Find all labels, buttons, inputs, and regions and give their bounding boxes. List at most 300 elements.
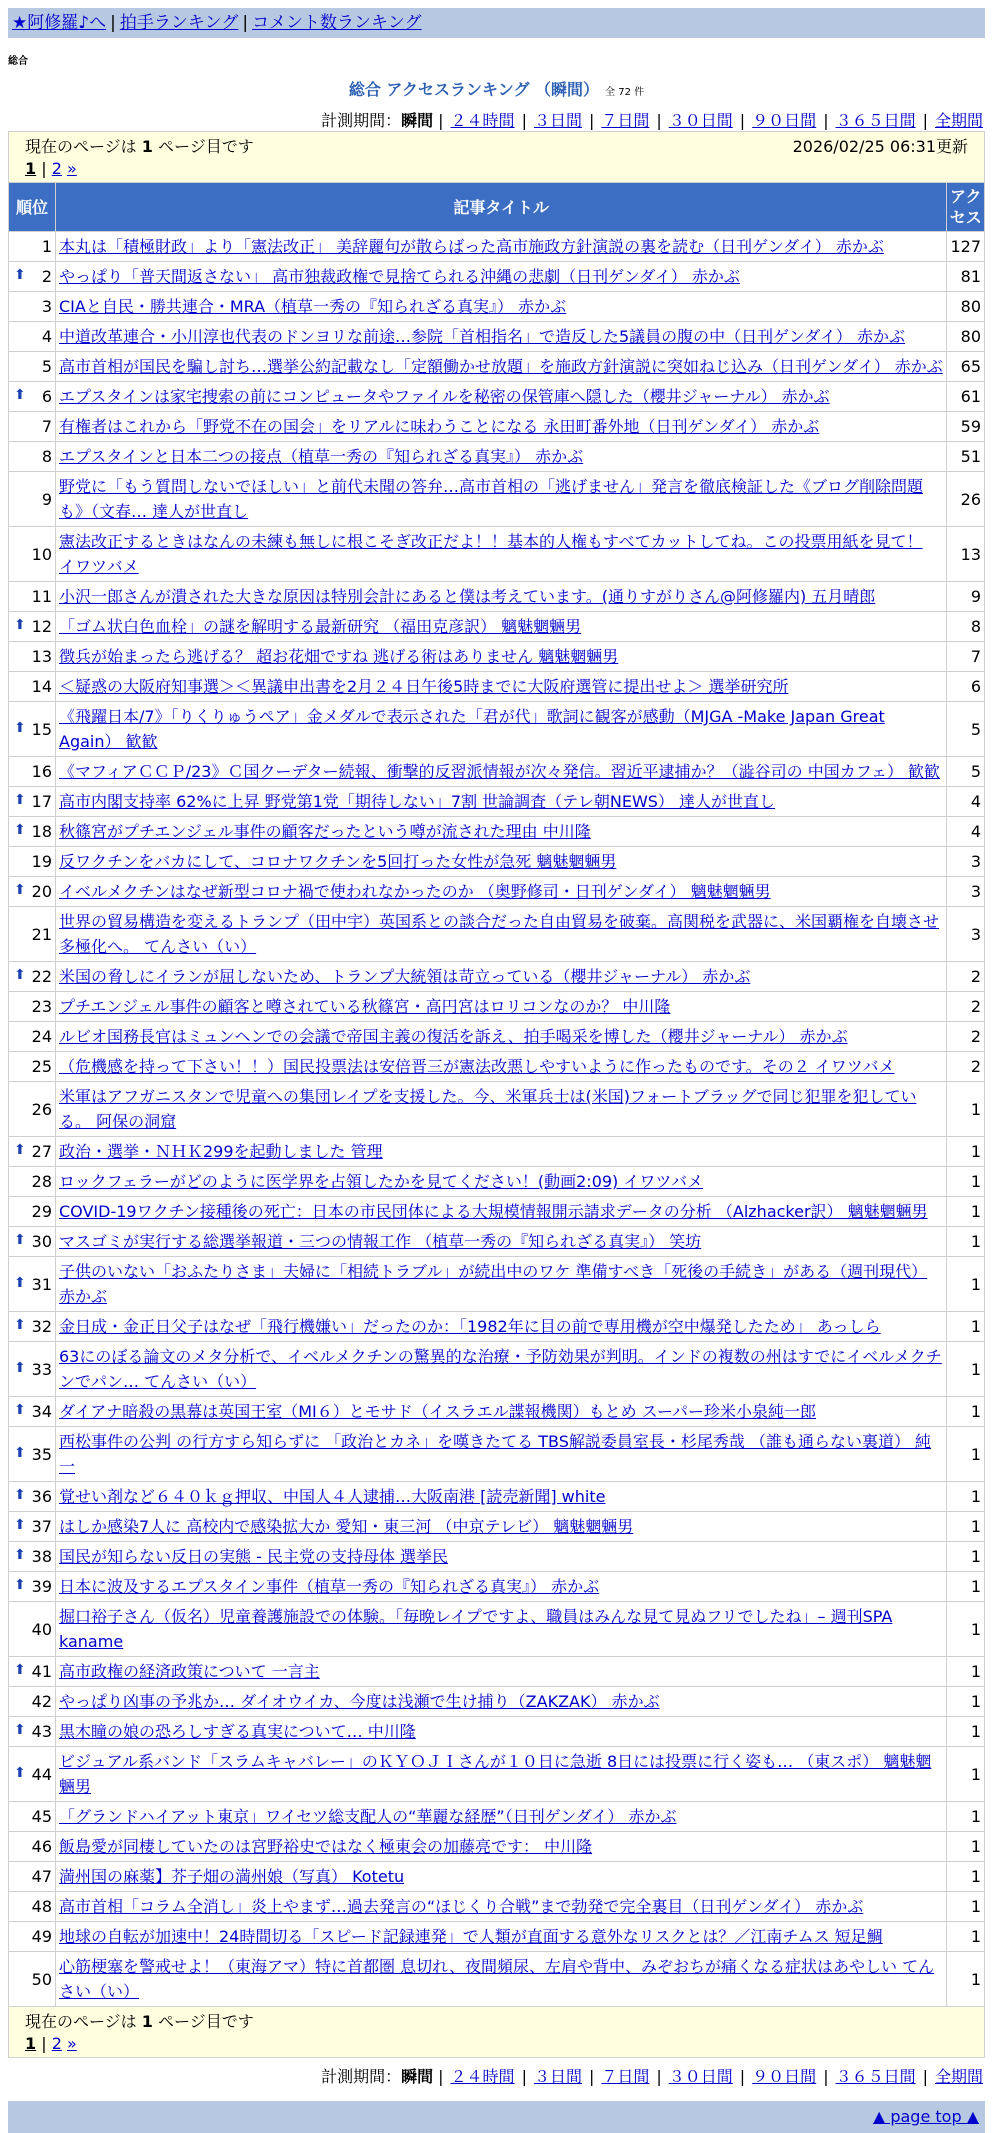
rank-number: 1 [41, 237, 52, 256]
title-cell [56, 612, 946, 641]
article-title-link[interactable]: やっぱり凶事の予兆か… ダイオウイカ、今度は浅瀬で生け捕り（ZAKZAK） 赤かぶ [59, 1692, 660, 1711]
article-title-link[interactable]: 子供のいない「おふたりさま」夫婦に「相続トラブル」が続出中のワケ 準備すべき「死後の手続き」がある（週刊現代） 赤かぶ [59, 1262, 928, 1306]
title-cell [56, 1397, 946, 1426]
table-row [9, 1832, 984, 1861]
period-label: 計測期間： [321, 111, 402, 130]
access-count: 1 [947, 1512, 984, 1541]
rank-cell [9, 962, 55, 991]
article-title-link[interactable]: 国民が知らない反日の実態 - 民主党の支持母体 選挙民 [59, 1547, 449, 1566]
ranking-title [0, 77, 993, 100]
title-cell [56, 1427, 946, 1481]
period-link[interactable]: ２４時間 [450, 2067, 515, 2086]
access-count: 4 [947, 817, 984, 846]
rank-cell [9, 292, 55, 321]
pager-page-1: 1 [25, 2034, 37, 2053]
rank-cell [9, 1657, 55, 1686]
updated-time: 2026/02/25 06:31更新 [792, 137, 968, 156]
access-count: 9 [947, 582, 984, 611]
rank-number: 43 [31, 1722, 52, 1741]
access-count: 2 [947, 962, 984, 991]
article-title-link[interactable]: 《マフィアＣＣＰ/23》Ｃ国クーデター続報、衝撃的反習派情報が次々発信。習近平逮捕か？（澁谷司の 中国カフェ） 歓歓 [59, 762, 941, 781]
title-cell [56, 907, 946, 961]
rank-cell [9, 412, 55, 441]
period-link[interactable]: ９０日間 [752, 2067, 817, 2086]
table-row [9, 1892, 984, 1921]
rank-up-arrow-icon: ⬆ [14, 617, 26, 633]
access-count: 1 [947, 1572, 984, 1601]
pager-bottom: 1 | 2 » [25, 2034, 77, 2053]
access-count: 1 [947, 1137, 984, 1166]
rank-number: 17 [31, 792, 52, 811]
article-title-link[interactable]: 政治・選挙・ＮＨＫ299を起動しました 管理 [59, 1142, 383, 1161]
rank-number: 12 [31, 617, 52, 636]
period-link[interactable]: ９０日間 [752, 111, 817, 130]
article-title-link[interactable]: COVID-19ワクチン接種後の死亡：日本の市民団体による大規模情報開示請求データの分析 （Alzhacker訳） 魑魅魍魎男 [59, 1202, 928, 1221]
table-row [9, 992, 984, 1021]
table-row [9, 472, 984, 526]
access-count: 4 [947, 787, 984, 816]
rank-number: 29 [31, 1202, 52, 1221]
rank-number: 46 [31, 1837, 52, 1856]
article-title-link[interactable]: 高市首相「コラム全消し」炎上やまず…過去発言の“ほじくり合戦”まで勃発で完全裏目（日刊ゲンダイ） 赤かぶ [59, 1897, 864, 1916]
table-row [9, 232, 984, 261]
current-page-text-bottom: 現在のページは 1 ページ目です [25, 2012, 254, 2031]
table-row [9, 1602, 984, 1656]
access-count: 65 [947, 352, 984, 381]
article-title-link[interactable]: エプスタインは家宅捜索の前にコンピュータやファイルを秘密の保管庫へ隠した（櫻井ジャーナル） 赤かぶ [59, 387, 830, 406]
period-link[interactable]: ３０日間 [668, 111, 733, 130]
title-cell [56, 527, 946, 581]
article-title-link[interactable]: 高市首相が国民を騙し討ち…選挙公約記載なし「定額働かせ放題」を施政方針演説に突如ねじ込み（日刊ゲンダイ） 赤かぶ [59, 357, 943, 376]
article-title-link[interactable]: 「ゴム状白色血栓」の謎を解明する最新研究 （福田克彦訳） 魑魅魍魎男 [59, 617, 582, 636]
rank-number: 21 [31, 924, 52, 944]
table-row [9, 962, 984, 991]
table-row [9, 1657, 984, 1686]
pager-next[interactable]: » [66, 2034, 77, 2053]
top-navigation: ★阿修羅♪へ | 拍手ランキング | コメント数ランキング [8, 8, 985, 38]
access-count: 80 [947, 292, 984, 321]
period-selector-top: 計測期間：瞬間 | ２４時間 | ３日間 | ７日間 | ３０日間 | ９０日間 | ３６５日間 | 全期間 [321, 111, 983, 130]
rank-number: 7 [41, 417, 52, 436]
article-title-link[interactable]: 高市内閣支持率 62%に上昇 野党第1党「期待しない」7割 世論調査（テレ朝NEWS） 達人が世直し [59, 792, 776, 811]
title-cell [56, 787, 946, 816]
article-title-link[interactable]: エプスタインと日本二つの接点（植草一秀の『知られざる真実』） 赤かぶ [59, 447, 584, 466]
access-count: 1 [947, 1312, 984, 1341]
access-count: 1 [947, 1922, 984, 1951]
rank-up-arrow-icon: ⬆ [14, 882, 26, 898]
article-title-link[interactable]: 63にのぼる論文のメタ分析で、イベルメクチンの驚異的な治療・予防効果が判明。インドの複数の州はすでにイベルメクチンでパン… てんさい（い） [59, 1347, 942, 1391]
rank-number: 37 [31, 1517, 52, 1536]
title-cell [56, 1717, 946, 1746]
title-cell [56, 672, 946, 701]
article-title-link[interactable]: 地球の自転が加速中！24時間切る「スピード記録連発」で人類が直面する意外なリスクとは？／江南チムス 短足鯛 [59, 1927, 883, 1946]
period-link[interactable]: 全期間 [934, 111, 983, 130]
rank-up-arrow-icon: ⬆ [14, 1402, 26, 1418]
rank-cell [9, 322, 55, 351]
article-title-link[interactable]: 満州国の麻薬】芥子畑の満州娘（写真） Kotetu [59, 1867, 405, 1886]
title-cell [56, 1832, 946, 1861]
pager-next[interactable]: » [66, 159, 77, 178]
rank-cell [9, 1892, 55, 1921]
rank-cell [9, 1312, 55, 1341]
access-count: 1 [947, 1657, 984, 1686]
rank-number: 48 [31, 1897, 52, 1916]
article-title-link[interactable]: 反ワクチンをバカにして、コロナワクチンを5回打った女性が急死 魑魅魍魎男 [59, 852, 617, 871]
access-count: 1 [947, 1862, 984, 1891]
home-link[interactable]: ★阿修羅♪へ [12, 13, 107, 33]
category-label: 総合 [8, 56, 28, 67]
title-cell [56, 1952, 946, 2006]
rank-cell [9, 1397, 55, 1426]
access-count: 26 [947, 472, 984, 526]
access-count: 2 [947, 992, 984, 1021]
rank-number: 20 [31, 882, 52, 901]
title-cell [56, 1482, 946, 1511]
page-info-bottom [9, 2007, 984, 2057]
applause-ranking-link[interactable]: 拍手ランキング [119, 13, 239, 33]
article-title-link[interactable]: ダイアナ暗殺の黒幕は英国王室（MI６）とモサド（イスラエル諜報機関）もとめ スーパー珍米小泉純一郎 [59, 1402, 817, 1421]
access-count: 2 [947, 1022, 984, 1051]
article-title-link[interactable]: 日本に波及するエプスタイン事件（植草一秀の『知られざる真実』） 赤かぶ [59, 1577, 600, 1596]
rank-up-arrow-icon: ⬆ [14, 1547, 26, 1563]
title-cell [56, 582, 946, 611]
article-title-link[interactable]: 覚せい剤など６４０ｋｇ押収、中国人４人逮捕…大阪南港 [読売新聞] white [59, 1487, 606, 1506]
table-row [9, 1082, 984, 1136]
rank-cell [9, 1022, 55, 1051]
table-row [9, 847, 984, 876]
rank-cell [9, 1862, 55, 1891]
comment-ranking-link[interactable]: コメント数ランキング [252, 13, 422, 33]
rank-number: 38 [31, 1547, 52, 1566]
table-row [9, 1717, 984, 1746]
rank-cell [9, 1137, 55, 1166]
rank-cell [9, 1602, 55, 1656]
rank-number: 44 [31, 1764, 52, 1784]
rank-cell [9, 702, 55, 756]
rank-cell [9, 1952, 55, 2006]
rank-number: 11 [31, 587, 52, 606]
title-column-header: 記事タイトル [56, 183, 946, 231]
table-row [9, 1862, 984, 1891]
access-count: 3 [947, 877, 984, 906]
table-row [9, 292, 984, 321]
title-cell [56, 1687, 946, 1716]
title-cell [56, 1082, 946, 1136]
article-title-link[interactable]: マスゴミが実行する総選挙報道・三つの情報工作 （植草一秀の『知られざる真実』） 笑坊 [59, 1232, 702, 1251]
rank-cell [9, 1197, 55, 1226]
table-row [9, 1747, 984, 1801]
table-row [9, 1227, 984, 1256]
rank-number: 27 [31, 1142, 52, 1161]
access-count: 1 [947, 1717, 984, 1746]
title-cell [56, 1862, 946, 1891]
table-row [9, 1922, 984, 1951]
article-title-link[interactable]: 有権者はこれから「野党不在の国会」をリアルに味わうことになる 永田町番外地（日刊ゲンダイ） 赤かぶ [59, 417, 820, 436]
rank-up-arrow-icon: ⬆ [14, 1764, 26, 1781]
rank-up-arrow-icon: ⬆ [14, 1359, 26, 1376]
access-count: 3 [947, 907, 984, 961]
article-title-link[interactable]: プチエンジェル事件の顧客と噂されている秋篠宮・高円宮はロリコンなのか？ 中川隆 [59, 997, 671, 1016]
table-row [9, 262, 984, 291]
rank-cell [9, 1512, 55, 1541]
access-count: 1 [947, 1892, 984, 1921]
title-cell [56, 992, 946, 1021]
title-cell [56, 262, 946, 291]
access-count: 6 [947, 672, 984, 701]
article-title-link[interactable]: 小沢一郎さんが潰された大きな原因は特別会計にあると僕は考えています。(通りすがりさん@阿修羅内) 五月晴郎 [59, 587, 876, 606]
table-row [9, 382, 984, 411]
article-title-link[interactable]: 黒木瞳の娘の恐ろしすぎる真実について… 中川隆 [59, 1722, 416, 1741]
title-cell [56, 1052, 946, 1081]
period-selector-bottom: 計測期間：瞬間 | ２４時間 | ３日間 | ７日間 | ３０日間 | ９０日間 | ３６５日間 | 全期間 [321, 2067, 983, 2086]
access-count: 1 [947, 1082, 984, 1136]
access-count: 1 [947, 1482, 984, 1511]
title-cell [56, 847, 946, 876]
article-title-link[interactable]: イベルメクチンはなぜ新型コロナ禍で使われなかったのか （奥野修司・日刊ゲンダイ） 魑魅魍魎男 [59, 882, 771, 901]
period-link[interactable]: ３日間 [533, 111, 582, 130]
article-title-link[interactable]: 米国の脅しにイランが屈しないため、トランプ大統領は苛立っている（櫻井ジャーナル） 赤かぶ [59, 967, 751, 986]
article-title-link[interactable]: CIAと自民・勝共連合・MRA（植草一秀の『知られざる真実』） 赤かぶ [59, 297, 567, 316]
article-title-link[interactable]: 「グランドハイアット東京」ワイセツ総支配人の“華麗な経歴”（日刊ゲンダイ） 赤かぶ [59, 1807, 677, 1826]
article-title-link[interactable]: ＜疑惑の大阪府知事選＞＜異議申出書を2月２４日午後5時までに大阪府選管に提出せよ＞ 選挙研究所 [59, 677, 789, 696]
rank-number: 47 [31, 1867, 52, 1886]
rank-number: 45 [31, 1807, 52, 1826]
rank-number: 28 [31, 1172, 52, 1191]
article-title-link[interactable]: 西松事件の公判 の行方すら知らずに 「政治とカネ」を嘆きたてる TBS解説委員室長・杉尾秀哉 （誰も通らない裏道） 純一 [59, 1432, 932, 1476]
article-title-link[interactable]: はしか感染7人に 高校内で感染拡大か 愛知・東三河 （中京テレビ） 魑魅魍魎男 [59, 1517, 634, 1536]
rank-up-arrow-icon: ⬆ [14, 387, 26, 403]
table-row [9, 527, 984, 581]
rank-number: 31 [31, 1274, 52, 1294]
access-count: 81 [947, 262, 984, 291]
access-count: 1 [947, 1227, 984, 1256]
rank-number: 25 [31, 1057, 52, 1076]
access-count: 61 [947, 382, 984, 411]
access-count: 1 [947, 1257, 984, 1311]
access-count: 2 [947, 1052, 984, 1081]
rank-number: 24 [31, 1027, 52, 1046]
rank-number: 33 [31, 1359, 52, 1379]
rank-up-arrow-icon: ⬆ [14, 1577, 26, 1593]
table-row [9, 1687, 984, 1716]
rank-cell [9, 527, 55, 581]
table-row [9, 1342, 984, 1396]
article-title-link[interactable]: 世界の貿易構造を変えるトランプ（田中宇）英国系との談合だった自由貿易を破棄。高関税を武器に、米国覇権を自壊させ多極化へ。 てんさい（い） [59, 912, 940, 956]
rank-cell [9, 642, 55, 671]
rank-up-arrow-icon: ⬆ [14, 1662, 26, 1678]
rank-cell [9, 612, 55, 641]
rank-number: 42 [31, 1692, 52, 1711]
rank-cell [9, 1572, 55, 1601]
table-row [9, 642, 984, 671]
title-cell [56, 1167, 946, 1196]
rank-cell [9, 787, 55, 816]
article-title-link[interactable]: 憲法改正するときはなんの未練も無しに根こそぎ改正だよ！！基本的人権もすべてカットしてね。この投票用紙を見て！ イワツバメ [59, 532, 923, 576]
title-cell [56, 702, 946, 756]
article-title-link[interactable]: 心筋梗塞を警戒せよ！（東海アマ）特に首都圏 息切れ、夜間頻尿、左肩や背中、みぞおちが痛くなる症状はあやしい てんさい（い） [59, 1957, 935, 2001]
rank-number: 39 [31, 1577, 52, 1596]
title-cell [56, 757, 946, 786]
rank-cell [9, 1802, 55, 1831]
period-link[interactable]: ２４時間 [450, 111, 515, 130]
table-row [9, 412, 984, 441]
rank-up-arrow-icon: ⬆ [14, 1517, 26, 1533]
access-count: 5 [947, 757, 984, 786]
table-row [9, 1572, 984, 1601]
table-row [9, 352, 984, 381]
article-title-link[interactable]: 中道改革連合・小川淳也代表のドンヨリな前途…参院「首相指名」で造反した5議員の腹の中（日刊ゲンダイ） 赤かぶ [59, 327, 905, 346]
title-cell [56, 1802, 946, 1831]
period-link[interactable]: 全期間 [934, 2067, 983, 2086]
rank-number: 9 [41, 489, 52, 509]
article-title-link[interactable]: （危機感を持って下さい！！）国民投票法は安倍晋三が憲法改悪しやすいように作ったものです。その２ イワツバメ [59, 1057, 895, 1076]
rank-number: 23 [31, 997, 52, 1016]
article-title-link[interactable]: 飯島愛が同棲していたのは宮野裕史ではなく極東会の加藤亮です： 中川隆 [59, 1837, 593, 1856]
ranking-count: 全 72 件 [605, 87, 645, 98]
title-cell [56, 1747, 946, 1801]
title-cell [56, 442, 946, 471]
article-title-link[interactable]: ロックフェラーがどのように医学界を占領したかを見てください！(動画2:09) イワツバメ [59, 1172, 704, 1191]
rank-cell [9, 382, 55, 411]
table-row [9, 1397, 984, 1426]
title-cell [56, 1602, 946, 1656]
pager-page-2[interactable]: 2 [51, 2034, 62, 2053]
access-count: 3 [947, 847, 984, 876]
period-link[interactable]: ３日間 [533, 2067, 582, 2086]
rank-up-arrow-icon: ⬆ [14, 1722, 26, 1738]
access-count: 1 [947, 1197, 984, 1226]
table-row [9, 907, 984, 961]
rank-cell [9, 582, 55, 611]
article-title-link[interactable]: 徴兵が始まったら逃げる？ 超お花畑ですね 逃げる術はありません 魑魅魍魎男 [59, 647, 619, 666]
rank-number: 19 [31, 852, 52, 871]
title-cell [56, 1137, 946, 1166]
title-cell [56, 962, 946, 991]
access-count: 59 [947, 412, 984, 441]
rank-cell [9, 472, 55, 526]
rank-number: 26 [31, 1099, 52, 1119]
rank-number: 22 [31, 967, 52, 986]
table-row [9, 702, 984, 756]
rank-number: 18 [31, 822, 52, 841]
period-link[interactable]: ７日間 [601, 2067, 650, 2086]
table-row [9, 877, 984, 906]
access-count: 1 [947, 1832, 984, 1861]
period-link[interactable]: ３０日間 [668, 2067, 733, 2086]
table-row [9, 817, 984, 846]
title-cell [56, 1892, 946, 1921]
rank-number: 35 [31, 1444, 52, 1464]
article-title-link[interactable]: ビジュアル系バンド「スラムキャバレー」のＫＹＯＪＩさんが１０日に急逝 8日には投票に行く姿も… （東スポ） 魑魅魍魎男 [59, 1752, 932, 1796]
period-link[interactable]: ３６５日間 [835, 111, 916, 130]
title-cell [56, 472, 946, 526]
access-count: 1 [947, 1397, 984, 1426]
rank-up-arrow-icon: ⬆ [14, 1487, 26, 1503]
rank-number: 6 [41, 387, 52, 406]
rank-up-arrow-icon: ⬆ [14, 1274, 26, 1291]
title-cell [56, 322, 946, 351]
rank-number: 15 [31, 719, 52, 739]
table-row [9, 442, 984, 471]
title-cell [56, 1022, 946, 1051]
access-count: 1 [947, 1802, 984, 1831]
rank-number: 30 [31, 1232, 52, 1251]
ranking-title-text: 総合 アクセスランキング （瞬間） [348, 80, 600, 99]
access-count: 51 [947, 442, 984, 471]
title-cell [56, 1512, 946, 1541]
page-info-top [9, 132, 984, 182]
access-count: 1 [947, 1687, 984, 1716]
rank-cell [9, 817, 55, 846]
ranking-table [8, 131, 985, 2058]
rank-number: 8 [41, 447, 52, 466]
article-title-link[interactable]: 掘口裕子さん（仮名）児童養護施設での体験。「毎晩レイプですよ、職員はみんな見て見ぬフリでしたね」– 週刊SPA kaname [59, 1607, 893, 1651]
access-count: 1 [947, 1167, 984, 1196]
rank-cell [9, 1542, 55, 1571]
table-header [9, 183, 984, 231]
rank-number: 36 [31, 1487, 52, 1506]
period-label: 計測期間： [321, 2067, 402, 2086]
rank-cell [9, 1342, 55, 1396]
title-cell [56, 877, 946, 906]
title-cell [56, 1542, 946, 1571]
footer [8, 2101, 985, 2133]
access-count: 1 [947, 1342, 984, 1396]
article-title-link[interactable]: 高市政権の経済政策について 一言主 [59, 1662, 320, 1681]
article-title-link[interactable]: 本丸は「積極財政」より「憲法改正」 美辞麗句が散らばった高市施政方針演説の裏を読む（日刊ゲンダイ） 赤かぶ [59, 237, 884, 256]
rank-number: 14 [31, 677, 52, 696]
article-title-link[interactable]: 秋篠宮がプチエンジェル事件の顧客だったという噂が流された理由 中川隆 [59, 822, 591, 841]
pager-top: 1 | 2 » [25, 159, 77, 178]
access-count: 1 [947, 1427, 984, 1481]
article-title-link[interactable]: 《飛躍日本/7》「りくりゅうペア」金メダルで表示された「君が代」歌詞に観客が感動（MJGA -Make Japan Great Again） 歓歓 [59, 707, 885, 751]
rank-cell [9, 1052, 55, 1081]
pager-page-1: 1 [25, 159, 37, 178]
table-row [9, 757, 984, 786]
title-cell [56, 1922, 946, 1951]
period-current: 瞬間 [401, 111, 434, 130]
access-count: 1 [947, 1747, 984, 1801]
access-count: 5 [947, 702, 984, 756]
table-row [9, 582, 984, 611]
rank-cell [9, 352, 55, 381]
rank-cell [9, 1257, 55, 1311]
access-column-header: アクセス [947, 183, 984, 231]
rank-up-arrow-icon: ⬆ [14, 1444, 26, 1461]
rank-column-header: 順位 [9, 183, 55, 231]
access-count: 7 [947, 642, 984, 671]
article-title-link[interactable]: 金日成・金正日父子はなぜ「飛行機嫌い」だったのか：「1982年に目の前で専用機が空中爆発したため」 あっしら [59, 1317, 881, 1336]
page-top-link[interactable]: ▲ page top ▲ [872, 2107, 979, 2126]
rank-number: 2 [41, 267, 52, 286]
article-title-link[interactable]: 米軍はアフガニスタンで児童への集団レイプを支援した。今、米軍兵士は(米国)フォートブラッグで同じ犯罪を犯している。 阿保の洞窟 [59, 1087, 917, 1131]
title-cell [56, 412, 946, 441]
rank-number: 41 [31, 1662, 52, 1681]
current-page-text: 現在のページは 1 ページ目です [25, 137, 254, 156]
article-title-link[interactable]: やっぱり「普天間返さない」 高市独裁政権で見捨てられる沖縄の悲劇（日刊ゲンダイ） 赤かぶ [59, 267, 740, 286]
rank-up-arrow-icon: ⬆ [14, 1142, 26, 1158]
rank-number: 16 [31, 762, 52, 781]
pager-page-2[interactable]: 2 [51, 159, 62, 178]
table-row [9, 1512, 984, 1541]
period-current: 瞬間 [401, 2067, 434, 2086]
period-link[interactable]: ３６５日間 [835, 2067, 916, 2086]
rank-cell [9, 907, 55, 961]
title-cell [56, 817, 946, 846]
article-title-link[interactable]: ルビオ国務長官はミュンヘンでの会議で帝国主義の復活を訴え、拍手喝采を博した（櫻井ジャーナル） 赤かぶ [59, 1027, 848, 1046]
article-title-link[interactable]: 野党に「もう質問しないでほしい」と前代未聞の答弁…高市首相の「逃げません」発言を徹底検証した《ブログ削除問題も》（文春… 達人が世直し [59, 477, 924, 521]
period-link[interactable]: ７日間 [601, 111, 650, 130]
